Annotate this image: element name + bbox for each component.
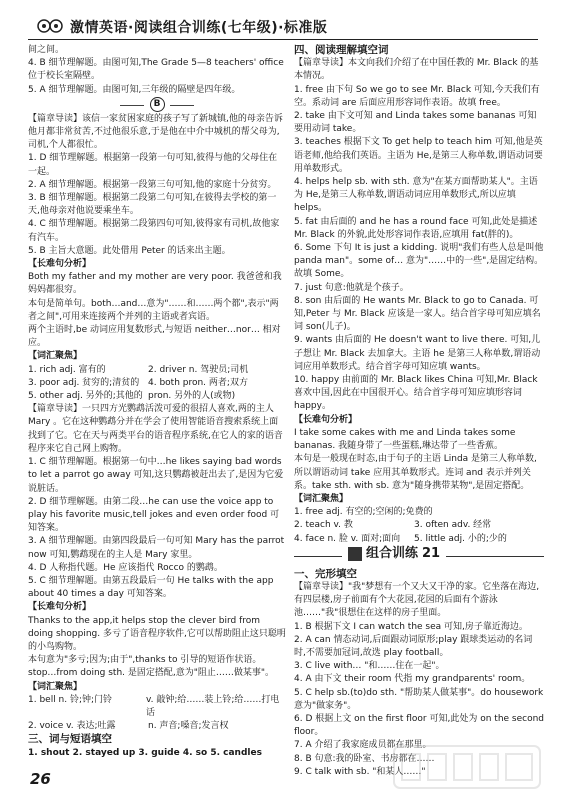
analysis-text: 两个主语时,be 动词应用复数形式,与短语 neither…nor… 相对应。 [28, 325, 281, 349]
answer-item: 2. A 细节理解题。根据第一段第三句可知,他的家庭十分贫穷。 [28, 179, 277, 190]
answer-item: 1. free 由下句 So we go to see Mr. Black 可知,今天我们有空。系动词 are 后面应用形容词作表语。故填 free。 [294, 84, 540, 108]
cloze-item: 4. A 由下文 their room 代指 my grandparents' room。 [294, 674, 531, 685]
cloze-item: 7. A 介绍了我家庭成员都在那里。 [294, 740, 432, 751]
vocab-entry: 2. voice v. 表达;吐露 [28, 721, 116, 732]
vocab-entry: 5. little adj. 小的;少的 [414, 533, 507, 544]
answer-item: 3. B 细节理解题。根据第二段第二句可知,在彼得去学校的第一天,他母亲对他说要乘坐车。 [28, 193, 277, 217]
vocab-row [294, 533, 544, 546]
answer-item: 1. C 细节理解题。根据第一句中…he likes saying bad words to let a parrot go away 可知,这只鹦鹉被赶出去了,是因为它爱说脏话。 [28, 457, 284, 494]
answer-item: 4. C 细节理解题。根据第二段第四句可知,彼得家有司机,故他家有汽车。 [28, 219, 280, 243]
section-three-answers: 1. shout 2. stayed up 3. guide 4. so 5. candles [28, 747, 262, 758]
vocab-heading: 【词汇聚焦】 [28, 351, 83, 362]
vocab-entry: v. 敲钟;给……装上铃;给……打电话 [145, 694, 280, 718]
vocab-row [28, 390, 286, 403]
vocab-heading: 【词汇聚焦】 [28, 681, 83, 692]
answer-item: 2. D 细节理解题。由第二段…he can use the voice app to play his favorite music,tell jokes and even order food 可知答案。 [28, 496, 280, 534]
left-top-line-2: 4. B 细节理解题。由图可知,The Grade 5—8 teachers' office 位于校长室隔壁。 [28, 58, 284, 82]
vocab-entry: 1. bell n. 铃;钟;门铃 [28, 694, 113, 705]
watermark-logo [392, 742, 542, 792]
analysis-text: 本句意为"多亏;因为;由于",thanks to 引导的短语作状语。stop…from doing sth. 是固定搭配,意为"阻止……做某事"。 [28, 655, 275, 679]
vocab-entry: 5. other adj. 另外的;其他的 [28, 391, 143, 402]
analysis-heading: 【长难句分析】 [294, 414, 358, 425]
section-b-letter: B [150, 97, 165, 112]
vocab-entry: pron. 另外的人(或物) [148, 391, 236, 402]
vocab-heading: 【词汇聚焦】 [294, 493, 349, 504]
vocab-row [294, 506, 544, 519]
left-top-line-1: 间之间。 [28, 45, 65, 55]
answer-item: 8. son 由后面的 He wants Mr. Black to go to Canada. 可知,Peter 与 Mr. Black 应该是一家人。结合首字母可知应填名词 son(儿子)。 [294, 295, 541, 333]
answer-item: 4. helps help sb. with sth. 意为"在某方面帮助某人"。主语为 He,是第三人称单数,谓语动词应用单数形式,所以应填 helps。 [294, 177, 538, 214]
answer-item: 5. fat 由后面的 and he has a round face 可知,此处是描述 Mr. Black 的外貌,此处形容词作表语,应填用 fat(胖的)。 [294, 216, 538, 240]
cloze-item: 8. B 句意:我的卧室、书房都在…… [294, 753, 435, 764]
vocab-entry: 3. poor adj. 贫穷的;清贫的 [28, 377, 140, 388]
analysis-text: 本句是简单句。both…and…意为"……和……两个都",表示"两者之间",可用来连接两个并列的主语或者宾语。 [28, 298, 279, 322]
analysis-heading: 【长难句分析】 [28, 259, 92, 270]
banner-text: 组合训练 [366, 546, 419, 562]
vocab-entry: 4. both pron. 两者;双方 [148, 377, 248, 388]
analysis-heading: 【长难句分析】 [28, 602, 92, 613]
vocab-entry: 1. free adj. 有空的;空闲的;免费的 [294, 507, 433, 518]
section-four-title: 四、阅读理解填空词 [294, 44, 389, 56]
cloze-item: 1. B 根据下文 I can watch the sea 可知,房子靠近海边。 [294, 621, 528, 632]
unit-banner [294, 546, 544, 568]
vocab-entry: 2. teach v. 教 [294, 520, 353, 531]
vocab-entry: 2. driver n. 驾驶员;司机 [148, 364, 249, 375]
cloze-item: 3. C live with… "和……住在一起"。 [294, 661, 445, 672]
passage-guide-b: 【篇章导读】该信一家贫困家庭的孩子写了新城镇,他的母亲告诉他月都非常贫苦,不过他很乐意,于是他在中介中城机的帮父母为,司机,个人都很忙。 [28, 113, 283, 151]
vocab-entry: 3. often adv. 经常 [414, 520, 492, 531]
book-logo-icon [36, 18, 64, 34]
answer-item: 10. happy 由前面的 Mr. Black likes China 可知,Mr. Black 喜欢中国,因此在中国很开心。结合首字母可知应填形容词 happy。 [294, 375, 538, 412]
banner-label [342, 547, 446, 561]
left-top-line-3: 5. A 细节理解题。由图可知,三年级的隔壁是四年级。 [28, 84, 241, 95]
header-divider [28, 39, 538, 40]
analysis-text: 本句是一般现在时态,由于句子的主语 Linda 是第三人称单数,所以谓语动词 take 应用其单数形式。连词 and 表示并列关系。take sth. with sb. 意为"随身携带某物",是固定搭配。 [294, 454, 537, 491]
banner-number: 21 [422, 546, 441, 562]
cloze-item: 9. C talk with sb. "和某人……" [294, 766, 426, 777]
cloze-title: 一、完形填空 [294, 567, 357, 580]
answer-item: 4. D 人称指代题。He 应该指代 Rocco 的鹦鹉。 [28, 562, 223, 573]
right-column [294, 44, 544, 779]
answer-item: 3. A 细节理解题。由第四段最后一句可知 Mary has the parrot now 可知,鹦鹉现在的主人是 Mary 家里。 [28, 536, 285, 560]
section-b-marker [28, 97, 286, 113]
answer-item: 9. wants 由后面的 He doesn't want to live there. 可知,儿子想让 Mr. Black 去加拿大。主语 he 是第三人称单数,谓语动词应用单数形式。结合首字母可知应填 wants。 [294, 335, 541, 372]
answer-item: 6. Some 下句 It is just a kidding. 说明"我们有些人总是叫他 panda man"。some of… 意为"……中的一些",是固定结构。故填 Some。 [294, 243, 544, 280]
answer-item: 5. C 细节理解题。由第五段最后一句 He talks with the app about 40 times a day 可知答案。 [28, 575, 274, 600]
banner-square-icon [348, 547, 362, 561]
answer-item: 2. take 由下文可知 and Linda takes some bananas 可知要用动词 take。 [294, 111, 537, 135]
passage-guide-c: 【篇章导读】一只四方光鹦鹉活泼可爱的很招人喜欢,两的主人 Mary 。它在这种鹦鹉分并在学会了使用智能语音搜索系统上面找到了它。它在天与两类平台的语音程序系统,在它人的家的语音程序来它自己网上购物。 [28, 404, 283, 454]
page-header [0, 0, 566, 40]
cloze-item: 6. D 根据上文 on the first floor 可知,此处为 on the second floor。 [294, 713, 545, 738]
vocab-entry: n. 声音;嗓音;发言权 [148, 721, 229, 732]
page-number: 26 [30, 770, 51, 788]
cloze-guide: 【篇章导读】"我"梦想有一个又大又干净的家。它坐落在海边,有四层楼,房子前面有个大花园,花园的后面有个游泳池……"我"很想住在这样的房子里面。 [294, 581, 540, 619]
answer-item: 1. D 细节理解题。根据第一段第一句可知,彼得与他的父母住在一起。 [28, 153, 278, 177]
vocab-entry: 4. face n. 脸 v. 面对;面向 [294, 533, 401, 544]
cloze-item: 5. C help sb.(to)do sth. "帮助某人做某事"。do housework 意为"做家务"。 [294, 687, 544, 711]
vocab-row [28, 377, 286, 390]
vocab-row [294, 519, 544, 532]
passage-guide: 【篇章导读】本文向我们介绍了在中国任教的 Mr. Black 的基本情况。 [294, 58, 539, 82]
section-three-title: 三、词与短语填空 [28, 733, 112, 746]
vocab-row [28, 720, 286, 733]
vocab-row [28, 364, 286, 377]
vocab-row [28, 694, 286, 720]
analysis-text: I take some cakes with me and Linda takes some bananas. 我随身带了一些蛋糕,琳达带了一些香蕉。 [294, 427, 516, 452]
analysis-text: Both my father and my mother are very poor. 我爸爸和我妈妈都很穷。 [28, 272, 282, 296]
answer-item: 7. just 句意:他就是个孩子。 [294, 282, 409, 293]
analysis-text: Thanks to the app,it helps stop the clever bird from doing shopping. 多亏了语音程序软件,它可以帮助阻止这只聪明的小鸟购物。 [28, 615, 286, 652]
watermark-icon [392, 742, 542, 792]
left-column [28, 44, 286, 760]
header-title: 激情英语·阅读组合训练(七年级)·标准版 [70, 20, 328, 36]
cloze-item: 2. A can 情态动词,后面跟动词原形;play 跟球类运动的名词时,不需要加冠词,故选 play football。 [294, 634, 533, 658]
answer-item: 3. teaches 根据下文 To get help to teach him 可知,他是英语老师,他给我们英语。主语为 He,是第三人称单数,谓语动词要用单数形式。 [294, 137, 543, 174]
vocab-entry: 1. rich adj. 富有的 [28, 364, 106, 375]
answer-item: 5. B 主旨大意题。此处借用 Peter 的话来出主题。 [28, 245, 231, 256]
